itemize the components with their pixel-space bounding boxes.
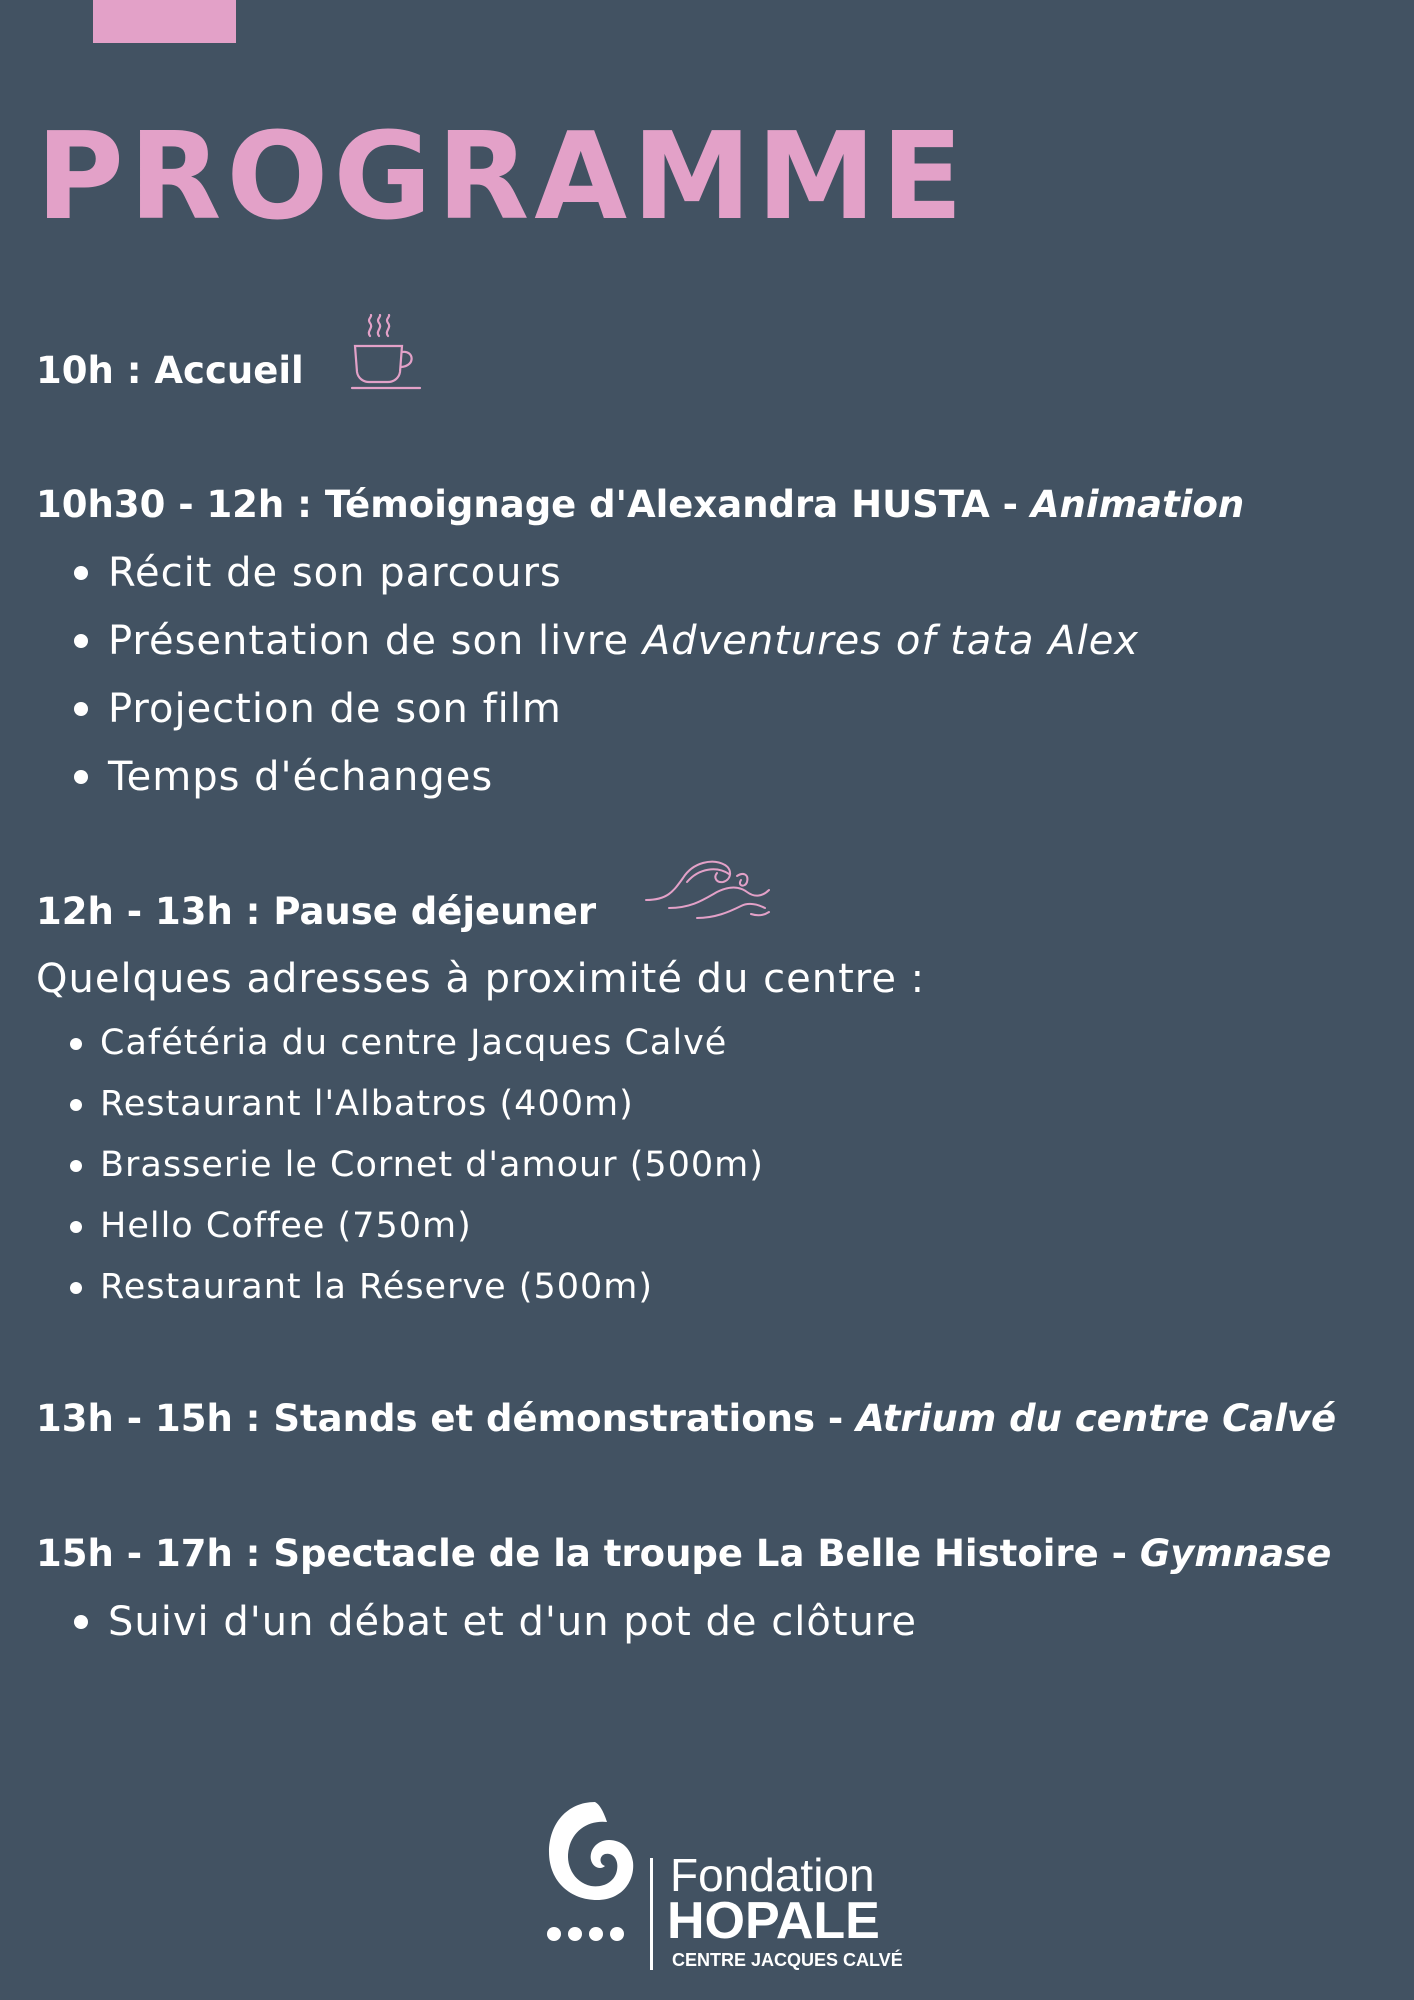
pause-intro: Quelques adresses à proximité du centre : [36,956,926,1002]
page-title: PROGRAMME [36,108,968,247]
list-item [108,607,1139,675]
list-item: Restaurant l'Albatros (400m) [100,1074,764,1135]
heading-accueil-text: 10h : Accueil [36,349,304,392]
list-item: Suivi d'un débat et d'un pot de clôture [108,1588,917,1656]
heading-temoignage [36,483,1245,526]
list-item: Hello Coffee (750m) [100,1196,764,1257]
list-item: Cafétéria du centre Jacques Calvé [100,1013,764,1074]
heading-temoignage-text: 10h30 - 12h : Témoignage d'Alexandra HUSTA - [36,483,1031,526]
heading-stands-text: 13h - 15h : Stands et démonstrations - [36,1397,857,1440]
book-title: Adventures of tata Alex [642,618,1139,664]
list-item-text: Présentation de son livre [108,618,643,664]
list-item [108,539,1139,607]
heading-stands-location: Atrium du centre Calvé [856,1397,1337,1440]
logo-foundation-text: Fondation [670,1849,875,1901]
list-item: Restaurant la Réserve (500m) [100,1257,764,1318]
spectacle-list [108,1588,917,1656]
wave-icon [643,856,773,924]
heading-accueil [36,349,304,392]
logo-centre-text: CENTRE JACQUES CALVÉ [672,1950,903,1970]
logo-divider [650,1858,653,1970]
heading-temoignage-location: Animation [1030,483,1245,526]
list-item-text: Projection de son film [108,686,562,732]
list-item: Brasserie le Cornet d'amour (500m) [100,1135,764,1196]
temoignage-list [108,539,1139,811]
accent-bar [93,0,236,43]
heading-stands [36,1397,1337,1440]
restaurant-list [100,1013,764,1318]
coffee-cup-icon [350,314,422,390]
list-item-text: Temps d'échanges [108,754,494,800]
heading-spectacle-text: 15h - 17h : Spectacle de la troupe La Belle Histoire - [36,1532,1140,1575]
heading-pause-text: 12h - 13h : Pause déjeuner [36,890,597,933]
logo-hopale-text: HOPALE [667,1892,880,1950]
hopale-logo-icon [545,1800,645,1946]
list-item [108,675,1139,743]
list-item [108,743,1139,811]
heading-spectacle-location: Gymnase [1139,1532,1332,1575]
heading-pause [36,890,597,933]
list-item-text: Récit de son parcours [108,550,562,596]
heading-spectacle [36,1532,1332,1575]
fondation-hopale-logo [545,1800,903,1970]
